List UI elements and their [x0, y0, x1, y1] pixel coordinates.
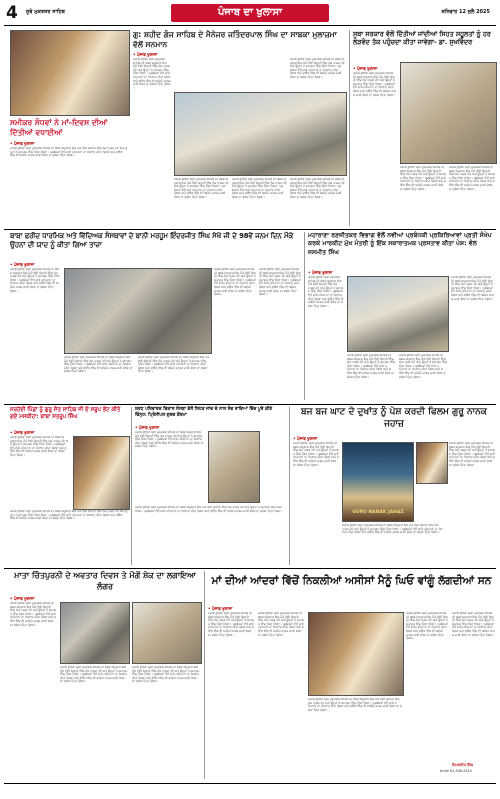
- column-divider: [204, 571, 205, 779]
- footer-rule: [4, 783, 496, 784]
- masthead: [0, 0, 500, 27]
- article-body: ਪੰਜਾਬ ਖੁਲਾਸਾ ਸ੍ਰੀ ਮੁਕਤਸਰ ਸਾਹਿਬ ਦੀ ਖ਼ਬਰ ਅਨੁਸਾਰ ਇਸ ਮੌਕੇ ਵੱਡੀ ਗਿਣਤੀ ਵਿੱਚ ਲੋਕ ਹਾਜ਼ਰ ਹੋਏ ਅਤੇ ਉਨ੍ਹਾਂ ਨੇ ਸਮਾਗਮ ਵਿੱਚ ਹਿੱਸਾ ਲਿਆ। ਪ੍ਰਬੰਧਕਾਂ ਵੱਲੋਂ ਸਾਰੇ ਮਹਿਮਾਨਾਂ ਦਾ ਧੰਨਵਾਦ ਕੀਤਾ ਗਿਆ ਅਤੇ ਭਵਿੱਖ ਵਿੱਚ ਵੀ ਅਜਿਹੇ ਕਾਰਜ ਜਾਰੀ ਰੱਖਣ ਦਾ ਭਰੋਸਾ ਦਿੱਤਾ ਗਿਆ।: [214, 268, 256, 297]
- article-body: ਪੰਜਾਬ ਖੁਲਾਸਾ ਸ੍ਰੀ ਮੁਕਤਸਰ ਸਾਹਿਬ ਦੀ ਖ਼ਬਰ ਅਨੁਸਾਰ ਇਸ ਮੌਕੇ ਵੱਡੀ ਗਿਣਤੀ ਵਿੱਚ ਲੋਕ ਹਾਜ਼ਰ ਹੋਏ ਅਤੇ ਉਨ੍ਹਾਂ ਨੇ ਸਮਾਗਮ ਵਿੱਚ ਹਿੱਸਾ ਲਿਆ। ਪ੍ਰਬੰਧਕਾਂ ਵੱਲੋਂ ਸਾਰੇ ਮਹਿਮਾਨਾਂ ਦਾ ਧੰਨਵਾਦ ਕੀਤਾ ਗਿਆ ਅਤੇ ਭਵਿੱਖ ਵਿੱਚ ਵੀ ਅਜਿਹੇ ਕਾਰਜ ਜਾਰੀ ਰੱਖਣ ਦਾ ਭਰੋਸਾ ਦਿੱਤਾ ਗਿਆ।: [347, 354, 395, 379]
- section-rule: [4, 568, 496, 569]
- article-headline: ਮਾਤਾ ਚਿੰਤਪੁਰਨੀ ਦੇ ਅਵਤਾਰ ਦਿਵਸ ਤੇ ਮੌਗੋਂ ਸ਼ੇਕ ਦਾ ਲਗਾਇਆ ਲੰਗਰ: [14, 571, 196, 591]
- banner-title: ਪੰਜਾਬ ਦਾ ਖੁਲਾਸਾ: [217, 7, 282, 18]
- article-body: ਪੰਜਾਬ ਖੁਲਾਸਾ ਸ੍ਰੀ ਮੁਕਤਸਰ ਸਾਹਿਬ ਦੀ ਖ਼ਬਰ ਅਨੁਸਾਰ ਇਸ ਮੌਕੇ ਵੱਡੀ ਗਿਣਤੀ ਵਿੱਚ ਲੋਕ ਹਾਜ਼ਰ ਹੋਏ ਅਤੇ ਉਨ੍ਹਾਂ ਨੇ ਸਮਾਗਮ ਵਿੱਚ ਹਿੱਸਾ ਲਿਆ। ਪ੍ਰਬੰਧਕਾਂ ਵੱਲੋਂ ਸਾਰੇ ਮਹਿਮਾਨਾਂ ਦਾ ਧੰਨਵਾਦ ਕੀਤਾ ਗਿਆ ਅਤੇ ਭਵਿੱਖ ਵਿੱਚ ਵੀ ਅਜਿਹੇ ਕਾਰਜ ਜਾਰੀ ਰੱਖਣ ਦਾ ਭਰੋਸਾ ਦਿੱਤਾ ਗਿਆ।: [290, 178, 345, 199]
- poster-title: GURU NANAK JAHAZ: [352, 510, 404, 515]
- group-photo: [64, 268, 212, 354]
- portrait-photo: [73, 436, 130, 510]
- article-byline: • ਪੰਜਾਬ ਖੁਲਾਸਾ: [293, 436, 318, 441]
- article-body: ਪੰਜਾਬ ਖੁਲਾਸਾ ਸ੍ਰੀ ਮੁਕਤਸਰ ਸਾਹਿਬ ਦੀ ਖ਼ਬਰ ਅਨੁਸਾਰ ਇਸ ਮੌਕੇ ਵੱਡੀ ਗਿਣਤੀ ਵਿੱਚ ਲੋਕ ਹਾਜ਼ਰ ਹੋਏ ਅਤੇ ਉਨ੍ਹਾਂ ਨੇ ਸਮਾਗਮ ਵਿੱਚ ਹਿੱਸਾ ਲਿਆ। ਪ੍ਰਬੰਧਕਾਂ ਵੱਲੋਂ ਸਾਰੇ ਮਹਿਮਾਨਾਂ ਦਾ ਧੰਨਵਾਦ ਕੀਤਾ ਗਿਆ ਅਤੇ ਭਵਿੱਖ ਵਿੱਚ ਵੀ ਅਜਿਹੇ ਕਾਰਜ ਜਾਰੀ ਰੱਖਣ ਦਾ ਭਰੋਸਾ ਦਿੱਤਾ ਗਿਆ।: [208, 612, 254, 637]
- article-headline: ਸ਼ਰਧ ਪਰਿਵਾਰਕ ਵਿਕਾਸ ਸੰਸਥਾ ਵੱਲੋਂ ਸਿਹਤ ਜਾਂਚ ਦੇ ਨਾਲ ਸੋਵ ਰਾਵਿਆਂ ਵਿੱਚ ਪੂਰੇ ਕੀਤੇ ਚਿੰਨ੍ਹ: ਪ੍ਰਿੰਸੀਪਲ ਗੁਰਚ ਕੌਰਮਾ: [135, 407, 273, 418]
- article-headline: ਗੁ: ਸ਼ਹੀਦ ਗੰਜ ਸਾਹਿਬ ਦੇ ਮੈਨੇਜਰ ਜਤਿੰਦਰਪਾਲ ਸਿੰਘ ਦਾ ਸਾਬਕਾ ਮੁਲਾਜ਼ਮਾ ਵੱਲੋਂ ਸਨਮਾਨ: [133, 30, 337, 49]
- article-body: ਪੰਜਾਬ ਖੁਲਾਸਾ ਸ੍ਰੀ ਮੁਕਤਸਰ ਸਾਹਿਬ ਦੀ ਖ਼ਬਰ ਅਨੁਸਾਰ ਇਸ ਮੌਕੇ ਵੱਡੀ ਗਿਣਤੀ ਵਿੱਚ ਲੋਕ ਹਾਜ਼ਰ ਹੋਏ ਅਤੇ ਉਨ੍ਹਾਂ ਨੇ ਸਮਾਗਮ ਵਿੱਚ ਹਿੱਸਾ ਲਿਆ। ਪ੍ਰਬੰਧਕਾਂ ਵੱਲੋਂ ਸਾਰੇ ਮਹਿਮਾਨਾਂ ਦਾ ਧੰਨਵਾਦ ਕੀਤਾ ਗਿਆ ਅਤੇ ਭਵਿੱਖ ਵਿੱਚ ਵੀ ਅਜਿਹੇ ਕਾਰਜ ਜਾਰੀ ਰੱਖਣ ਦਾ ਭਰੋਸਾ ਦਿੱਤਾ ਗਿਆ।: [10, 147, 128, 158]
- article-body: ਪੰਜਾਬ ਖੁਲਾਸਾ ਸ੍ਰੀ ਮੁਕਤਸਰ ਸਾਹਿਬ ਦੀ ਖ਼ਬਰ ਅਨੁਸਾਰ ਇਸ ਮੌਕੇ ਵੱਡੀ ਗਿਣਤੀ ਵਿੱਚ ਲੋਕ ਹਾਜ਼ਰ ਹੋਏ ਅਤੇ ਉਨ੍ਹਾਂ ਨੇ ਸਮਾਗਮ ਵਿੱਚ ਹਿੱਸਾ ਲਿਆ। ਪ੍ਰਬੰਧਕਾਂ ਵੱਲੋਂ ਸਾਰੇ ਮਹਿਮਾਨਾਂ ਦਾ ਧੰਨਵਾਦ ਕੀਤਾ ਗਿਆ ਅਤੇ ਭਵਿੱਖ ਵਿੱਚ ਵੀ ਅਜਿਹੇ ਕਾਰਜ ਜਾਰੀ ਰੱਖਣ ਦਾ ਭਰੋਸਾ ਦਿੱਤਾ ਗਿਆ।: [135, 506, 283, 513]
- portrait-photo: [416, 442, 448, 484]
- column-divider: [131, 407, 132, 565]
- column-divider: [349, 30, 350, 226]
- article-body: ਪੰਜਾਬ ਖੁਲਾਸਾ ਸ੍ਰੀ ਮੁਕਤਸਰ ਸਾਹਿਬ ਦੀ ਖ਼ਬਰ ਅਨੁਸਾਰ ਇਸ ਮੌਕੇ ਵੱਡੀ ਗਿਣਤੀ ਵਿੱਚ ਲੋਕ ਹਾਜ਼ਰ ਹੋਏ ਅਤੇ ਉਨ੍ਹਾਂ ਨੇ ਸਮਾਗਮ ਵਿੱਚ ਹਿੱਸਾ ਲਿਆ। ਪ੍ਰਬੰਧਕਾਂ ਵੱਲੋਂ ਸਾਰੇ ਮਹਿਮਾਨਾਂ ਦਾ ਧੰਨਵਾਦ ਕੀਤਾ ਗਿਆ ਅਤੇ ਭਵਿੱਖ ਵਿੱਚ ਵੀ ਅਜਿਹੇ ਕਾਰਜ ਜਾਰੀ ਰੱਖਣ ਦਾ ਭਰੋਸਾ ਦਿੱਤਾ ਗਿਆ।: [10, 602, 56, 627]
- article-byline: • ਪੰਜਾਬ ਖੁਲਾਸਾ: [10, 596, 35, 601]
- article-body: ਪੰਜਾਬ ਖੁਲਾਸਾ ਸ੍ਰੀ ਮੁਕਤਸਰ ਸਾਹਿਬ ਦੀ ਖ਼ਬਰ ਅਨੁਸਾਰ ਇਸ ਮੌਕੇ ਵੱਡੀ ਗਿਣਤੀ ਵਿੱਚ ਲੋਕ ਹਾਜ਼ਰ ਹੋਏ ਅਤੇ ਉਨ੍ਹਾਂ ਨੇ ਸਮਾਗਮ ਵਿੱਚ ਹਿੱਸਾ ਲਿਆ। ਪ੍ਰਬੰਧਕਾਂ ਵੱਲੋਂ ਸਾਰੇ ਮਹਿਮਾਨਾਂ ਦਾ ਧੰਨਵਾਦ ਕੀਤਾ ਗਿਆ ਅਤੇ ਭਵਿੱਖ ਵਿੱਚ ਵੀ ਅਜਿਹੇ ਕਾਰਜ ਜਾਰੀ ਰੱਖਣ ਦਾ ਭਰੋਸਾ ਦਿੱਤਾ ਗਿਆ।: [10, 510, 128, 521]
- article-headline: ਸਰਹੱਦੀ ਪਿੰਡਾਂ ਨੂੰ ਗੁਰੂ ਸੰਤ ਸਾਹਿਬ ਜੀ ਦੇ ਸਰੂਪ ਭੇਂਟ ਕੀਤੇ ਗਏ ਮਸਕੀਹਾ: ਬਾਬਾ ਸਤਰੂਪ ਸਿੰਘ: [10, 407, 121, 420]
- issue-date: ਸ਼ਨਿਵਾਰ 12 ਜੁਲੈ 2025: [441, 9, 490, 15]
- article-byline: • ਪੰਜਾਬ ਖੁਲਾਸਾ: [353, 66, 378, 71]
- column-divider: [304, 232, 305, 400]
- portrait-photo: [10, 30, 130, 116]
- article-headline: ਬਜ ਬਜ ਘਾਟ ਦੇ ਦੁਖਾਂਤ ਨੂੰ ਪੇਸ਼ ਕਰਦੀ ਫਿਲਮ ਗੁਰੂ ਨਾਨਕ ਜਹਾਜ਼: [301, 407, 487, 429]
- page-number: 4: [6, 3, 18, 23]
- article-body: ਪੰਜਾਬ ਖੁਲਾਸਾ ਸ੍ਰੀ ਮੁਕਤਸਰ ਸਾਹਿਬ ਦੀ ਖ਼ਬਰ ਅਨੁਸਾਰ ਇਸ ਮੌਕੇ ਵੱਡੀ ਗਿਣਤੀ ਵਿੱਚ ਲੋਕ ਹਾਜ਼ਰ ਹੋਏ ਅਤੇ ਉਨ੍ਹਾਂ ਨੇ ਸਮਾਗਮ ਵਿੱਚ ਹਿੱਸਾ ਲਿਆ। ਪ੍ਰਬੰਧਕਾਂ ਵੱਲੋਂ ਸਾਰੇ ਮਹਿਮਾਨਾਂ ਦਾ ਧੰਨਵਾਦ ਕੀਤਾ ਗਿਆ ਅਤੇ ਭਵਿੱਖ ਵਿੱਚ ਵੀ ਅਜਿਹੇ ਕਾਰਜ ਜਾਰੀ ਰੱਖਣ ਦਾ ਭਰੋਸਾ ਦਿੱਤਾ ਗਿਆ।: [452, 612, 495, 637]
- article-byline: • ਪੰਜਾਬ ਖੁਲਾਸਾ: [208, 606, 233, 611]
- feature-photo: [308, 612, 404, 696]
- article-body: ਪੰਜਾਬ ਖੁਲਾਸਾ ਸ੍ਰੀ ਮੁਕਤਸਰ ਸਾਹਿਬ ਦੀ ਖ਼ਬਰ ਅਨੁਸਾਰ ਇਸ ਮੌਕੇ ਵੱਡੀ ਗਿਣਤੀ ਵਿੱਚ ਲੋਕ ਹਾਜ਼ਰ ਹੋਏ ਅਤੇ ਉਨ੍ਹਾਂ ਨੇ ਸਮਾਗਮ ਵਿੱਚ ਹਿੱਸਾ ਲਿਆ। ਪ੍ਰਬੰਧਕਾਂ ਵੱਲੋਂ ਸਾਰੇ ਮਹਿਮਾਨਾਂ ਦਾ ਧੰਨਵਾਦ ਕੀਤਾ ਗਿਆ ਅਤੇ ਭਵਿੱਖ ਵਿੱਚ ਵੀ ਅਜਿਹੇ ਕਾਰਜ ਜਾਰੀ ਰੱਖਣ ਦਾ ਭਰੋਸਾ ਦਿੱਤਾ ਗਿਆ।: [138, 356, 210, 374]
- article-body: ਪੰਜਾਬ ਖੁਲਾਸਾ ਸ੍ਰੀ ਮੁਕਤਸਰ ਸਾਹਿਬ ਦੀ ਖ਼ਬਰ ਅਨੁਸਾਰ ਇਸ ਮੌਕੇ ਵੱਡੀ ਗਿਣਤੀ ਵਿੱਚ ਲੋਕ ਹਾਜ਼ਰ ਹੋਏ ਅਤੇ ਉਨ੍ਹਾਂ ਨੇ ਸਮਾਗਮ ਵਿੱਚ ਹਿੱਸਾ ਲਿਆ। ਪ੍ਰਬੰਧਕਾਂ ਵੱਲੋਂ ਸਾਰੇ ਮਹਿਮਾਨਾਂ ਦਾ ਧੰਨਵਾਦ ਕੀਤਾ ਗਿਆ ਅਤੇ ਭਵਿੱਖ ਵਿੱਚ ਵੀ ਅਜਿਹੇ ਕਾਰਜ ਜਾਰੀ ਰੱਖਣ ਦਾ ਭਰੋਸਾ ਦਿੱਤਾ ਗਿਆ।: [342, 524, 443, 535]
- section-rule: [4, 229, 496, 230]
- article-byline: • ਪੰਜਾਬ ਖੁਲਾਸਾ: [133, 52, 158, 57]
- event-photo: [174, 92, 347, 176]
- article-body: ਪੰਜਾਬ ਖੁਲਾਸਾ ਸ੍ਰੀ ਮੁਕਤਸਰ ਸਾਹਿਬ ਦੀ ਖ਼ਬਰ ਅਨੁਸਾਰ ਇਸ ਮੌਕੇ ਵੱਡੀ ਗਿਣਤੀ ਵਿੱਚ ਲੋਕ ਹਾਜ਼ਰ ਹੋਏ ਅਤੇ ਉਨ੍ਹਾਂ ਨੇ ਸਮਾਗਮ ਵਿੱਚ ਹਿੱਸਾ ਲਿਆ। ਪ੍ਰਬੰਧਕਾਂ ਵੱਲੋਂ ਸਾਰੇ ਮਹਿਮਾਨਾਂ ਦਾ ਧੰਨਵਾਦ ਕੀਤਾ ਗਿਆ ਅਤੇ ਭਵਿੱਖ ਵਿੱਚ ਵੀ ਅਜਿਹੇ ਕਾਰਜ ਜਾਰੀ ਰੱਖਣ ਦਾ ਭਰੋਸਾ ਦਿੱਤਾ ਗਿਆ।: [293, 442, 339, 467]
- article-body: ਪੰਜਾਬ ਖੁਲਾਸਾ ਸ੍ਰੀ ਮੁਕਤਸਰ ਸਾਹਿਬ ਦੀ ਖ਼ਬਰ ਅਨੁਸਾਰ ਇਸ ਮੌਕੇ ਵੱਡੀ ਗਿਣਤੀ ਵਿੱਚ ਲੋਕ ਹਾਜ਼ਰ ਹੋਏ ਅਤੇ ਉਨ੍ਹਾਂ ਨੇ ਸਮਾਗਮ ਵਿੱਚ ਹਿੱਸਾ ਲਿਆ। ਪ੍ਰਬੰਧਕਾਂ ਵੱਲੋਂ ਸਾਰੇ ਮਹਿਮਾਨਾਂ ਦਾ ਧੰਨਵਾਦ ਕੀਤਾ ਗਿਆ ਅਤੇ ਭਵਿੱਖ ਵਿੱਚ ਵੀ ਅਜਿਹੇ ਕਾਰਜ ਜਾਰੀ ਰੱਖਣ ਦਾ ਭਰੋਸਾ ਦਿੱਤਾ ਗਿਆ।: [406, 612, 448, 641]
- article-body: ਪੰਜਾਬ ਖੁਲਾਸਾ ਸ੍ਰੀ ਮੁਕਤਸਰ ਸਾਹਿਬ ਦੀ ਖ਼ਬਰ ਅਨੁਸਾਰ ਇਸ ਮੌਕੇ ਵੱਡੀ ਗਿਣਤੀ ਵਿੱਚ ਲੋਕ ਹਾਜ਼ਰ ਹੋਏ ਅਤੇ ਉਨ੍ਹਾਂ ਨੇ ਸਮਾਗਮ ਵਿੱਚ ਹਿੱਸਾ ਲਿਆ। ਪ੍ਰਬੰਧਕਾਂ ਵੱਲੋਂ ਸਾਰੇ ਮਹਿਮਾਨਾਂ ਦਾ ਧੰਨਵਾਦ ਕੀਤਾ ਗਿਆ ਅਤੇ ਭਵਿੱਖ ਵਿੱਚ ਵੀ ਅਜਿਹੇ ਕਾਰਜ ਜਾਰੀ ਰੱਖਣ ਦਾ ਭਰੋਸਾ ਦਿੱਤਾ ਗਿਆ।: [258, 612, 304, 637]
- article-body: ਪੰਜਾਬ ਖੁਲਾਸਾ ਸ੍ਰੀ ਮੁਕਤਸਰ ਸਾਹਿਬ ਦੀ ਖ਼ਬਰ ਅਨੁਸਾਰ ਇਸ ਮੌਕੇ ਵੱਡੀ ਗਿਣਤੀ ਵਿੱਚ ਲੋਕ ਹਾਜ਼ਰ ਹੋਏ ਅਤੇ ਉਨ੍ਹਾਂ ਨੇ ਸਮਾਗਮ ਵਿੱਚ ਹਿੱਸਾ ਲਿਆ। ਪ੍ਰਬੰਧਕਾਂ ਵੱਲੋਂ ਸਾਰੇ ਮਹਿਮਾਨਾਂ ਦਾ ਧੰਨਵਾਦ ਕੀਤਾ ਗਿਆ ਅਤੇ ਭਵਿੱਖ ਵਿੱਚ ਵੀ ਅਜਿਹੇ ਕਾਰਜ ਜਾਰੀ ਰੱਖਣ ਦਾ ਭਰੋਸਾ ਦਿੱਤਾ ਗਿਆ।: [174, 178, 229, 199]
- article-body: ਪੰਜਾਬ ਖੁਲਾਸਾ ਸ੍ਰੀ ਮੁਕਤਸਰ ਸਾਹਿਬ ਦੀ ਖ਼ਬਰ ਅਨੁਸਾਰ ਇਸ ਮੌਕੇ ਵੱਡੀ ਗਿਣਤੀ ਵਿੱਚ ਲੋਕ ਹਾਜ਼ਰ ਹੋਏ ਅਤੇ ਉਨ੍ਹਾਂ ਨੇ ਸਮਾਗਮ ਵਿੱਚ ਹਿੱਸਾ ਲਿਆ। ਪ੍ਰਬੰਧਕਾਂ ਵੱਲੋਂ ਸਾਰੇ ਮਹਿਮਾਨਾਂ ਦਾ ਧੰਨਵਾਦ ਕੀਤਾ ਗਿਆ ਅਤੇ ਭਵਿੱਖ ਵਿੱਚ ਵੀ ਅਜਿਹੇ ਕਾਰਜ ਜਾਰੀ ਰੱਖਣ ਦਾ ਭਰੋਸਾ ਦਿੱਤਾ ਗਿਆ।: [135, 431, 204, 449]
- event-photo: [400, 62, 497, 164]
- section-name: ਸੂਬੇ ਮੁਕਤਸਰ ਸਾਹਿਬ: [26, 9, 65, 15]
- article-byline: • ਪੰਜਾਬ ਖੁਲਾਸਾ: [135, 425, 160, 430]
- article-byline: • ਪੰਜਾਬ ਖੁਲਾਸਾ: [10, 430, 35, 435]
- article-body: ਪੰਜਾਬ ਖੁਲਾਸਾ ਸ੍ਰੀ ਮੁਕਤਸਰ ਸਾਹਿਬ ਦੀ ਖ਼ਬਰ ਅਨੁਸਾਰ ਇਸ ਮੌਕੇ ਵੱਡੀ ਗਿਣਤੀ ਵਿੱਚ ਲੋਕ ਹਾਜ਼ਰ ਹੋਏ ਅਤੇ ਉਨ੍ਹਾਂ ਨੇ ਸਮਾਗਮ ਵਿੱਚ ਹਿੱਸਾ ਲਿਆ। ਪ੍ਰਬੰਧਕਾਂ ਵੱਲੋਂ ਸਾਰੇ ਮਹਿਮਾਨਾਂ ਦਾ ਧੰਨਵਾਦ ਕੀਤਾ ਗਿਆ ਅਤੇ ਭਵਿੱਖ ਵਿੱਚ ਵੀ ਅਜਿਹੇ ਕਾਰਜ ਜਾਰੀ ਰੱਖਣ ਦਾ ਭਰੋਸਾ ਦਿੱਤਾ ਗਿਆ।: [60, 666, 128, 684]
- article-headline: ਮਹਾਰਾਣਾ ਰਣਜੀਤਕਰ ਵਿਭਾਗ ਵੱਲੋਂ ਨਵੀਆਂ ਪ੍ਰਬੰਧਕੀ ਪ੍ਰਕਿਰਿਆਵਾਂ ਪ੍ਰਤੀ ਸੰਖੇਪ ਕਰਕੇ ਮਾਰਕੀਟ ਮੁੱਖ ਮੰਤਰੀ ਨੂੰ ਇੱਕ ਸਕਾਰਾਤਮਕ ਪ੍ਰਸਤਾਵ ਕੀਤਾ ਪੇਸ਼: ਵੰਲ ਜਸਮੀਤ ਸਿੰਘ: [308, 232, 492, 256]
- section-rule: [4, 404, 496, 405]
- article-body: ਪੰਜਾਬ ਖੁਲਾਸਾ ਸ੍ਰੀ ਮੁਕਤਸਰ ਸਾਹਿਬ ਦੀ ਖ਼ਬਰ ਅਨੁਸਾਰ ਇਸ ਮੌਕੇ ਵੱਡੀ ਗਿਣਤੀ ਵਿੱਚ ਲੋਕ ਹਾਜ਼ਰ ਹੋਏ ਅਤੇ ਉਨ੍ਹਾਂ ਨੇ ਸਮਾਗਮ ਵਿੱਚ ਹਿੱਸਾ ਲਿਆ। ਪ੍ਰਬੰਧਕਾਂ ਵੱਲੋਂ ਸਾਰੇ ਮਹਿਮਾਨਾਂ ਦਾ ਧੰਨਵਾਦ ਕੀਤਾ ਗਿਆ ਅਤੇ ਭਵਿੱਖ ਵਿੱਚ ਵੀ ਅਜਿਹੇ ਕਾਰਜ ਜਾਰੀ ਰੱਖਣ ਦਾ ਭਰੋਸਾ ਦਿੱਤਾ ਗਿਆ।: [64, 356, 133, 374]
- article-body: ਪੰਜਾਬ ਖੁਲਾਸਾ ਸ੍ਰੀ ਮੁਕਤਸਰ ਸਾਹਿਬ ਦੀ ਖ਼ਬਰ ਅਨੁਸਾਰ ਇਸ ਮੌਕੇ ਵੱਡੀ ਗਿਣਤੀ ਵਿੱਚ ਲੋਕ ਹਾਜ਼ਰ ਹੋਏ ਅਤੇ ਉਨ੍ਹਾਂ ਨੇ ਸਮਾਗਮ ਵਿੱਚ ਹਿੱਸਾ ਲਿਆ। ਪ੍ਰਬੰਧਕਾਂ ਵੱਲੋਂ ਸਾਰੇ ਮਹਿਮਾਨਾਂ ਦਾ ਧੰਨਵਾਦ ਕੀਤਾ ਗਿਆ ਅਤੇ ਭਵਿੱਖ ਵਿੱਚ ਵੀ ਅਜਿਹੇ ਕਾਰਜ ਜਾਰੀ ਰੱਖਣ ਦਾ ਭਰੋਸਾ ਦਿੱਤਾ ਗਿਆ।: [449, 442, 495, 467]
- langar-photo: [132, 602, 202, 664]
- article-body: ਪੰਜਾਬ ਖੁਲਾਸਾ ਸ੍ਰੀ ਮੁਕਤਸਰ ਸਾਹਿਬ ਦੀ ਖ਼ਬਰ ਅਨੁਸਾਰ ਇਸ ਮੌਕੇ ਵੱਡੀ ਗਿਣਤੀ ਵਿੱਚ ਲੋਕ ਹਾਜ਼ਰ ਹੋਏ ਅਤੇ ਉਨ੍ਹਾਂ ਨੇ ਸਮਾਗਮ ਵਿੱਚ ਹਿੱਸਾ ਲਿਆ। ਪ੍ਰਬੰਧਕਾਂ ਵੱਲੋਂ ਸਾਰੇ ਮਹਿਮਾਨਾਂ ਦਾ ਧੰਨਵਾਦ ਕੀਤਾ ਗਿਆ ਅਤੇ ਭਵਿੱਖ ਵਿੱਚ ਵੀ ਅਜਿਹੇ ਕਾਰਜ ਜਾਰੀ ਰੱਖਣ ਦਾ ਭਰੋਸਾ ਦਿੱਤਾ ਗਿਆ।: [449, 166, 495, 191]
- article-headline: ਸਮੀਕਰ ਸੰਧਵਾਂ ਨੇ ਮਾਂ-ਦਿਵਸ ਦੀਆਂ ਦਿੱਤੀਆਂ ਵਧਾਈਆਂ: [10, 118, 108, 137]
- masthead-rule: [4, 25, 496, 26]
- article-headline: ਮਾਂ ਦੀਆਂ ਆਂਦਰਾਂ ਵਿੱਚੋਂ ਨਿਕਲੀਆਂ ਅਸੀਸਾਂ ਮੈਨੂੰ ਘਿਓ ਵਾਂਗੂੰ ਲੱਗਦੀਆਂ ਸਨ: [211, 575, 492, 587]
- film-poster: [342, 442, 414, 522]
- masthead-banner: [171, 4, 329, 22]
- article-body: ਪੰਜਾਬ ਖੁਲਾਸਾ ਸ੍ਰੀ ਮੁਕਤਸਰ ਸਾਹਿਬ ਦੀ ਖ਼ਬਰ ਅਨੁਸਾਰ ਇਸ ਮੌਕੇ ਵੱਡੀ ਗਿਣਤੀ ਵਿੱਚ ਲੋਕ ਹਾਜ਼ਰ ਹੋਏ ਅਤੇ ਉਨ੍ਹਾਂ ਨੇ ਸਮਾਗਮ ਵਿੱਚ ਹਿੱਸਾ ਲਿਆ। ਪ੍ਰਬੰਧਕਾਂ ਵੱਲੋਂ ਸਾਰੇ ਮਹਿਮਾਨਾਂ ਦਾ ਧੰਨਵਾਦ ਕੀਤਾ ਗਿਆ ਅਤੇ ਭਵਿੱਖ ਵਿੱਚ ਵੀ ਅਜਿਹੇ ਕਾਰਜ ਜਾਰੀ ਰੱਖਣ ਦਾ ਭਰੋਸਾ ਦਿੱਤਾ ਗਿਆ।: [133, 58, 171, 90]
- article-headline: ਸੁਬਾ ਸਰਕਾਰ ਵੱਲੋਂ ਦਿੱਤੀਆਂ ਜਾਂਦੀਆਂ ਸਿਹਤ ਸਹੂਲਤਾਂ ਨੂੰ ਹਰ ਲੋੜਵੰਦ ਤੱਕ ਪਹੁੰਚਦਾ ਕੀਤਾ ਜਾਵੇਗਾ- ਡਾ. ਸੁਖਵਿੰਦਰ: [353, 30, 491, 47]
- article-body: ਪੰਜਾਬ ਖੁਲਾਸਾ ਸ੍ਰੀ ਮੁਕਤਸਰ ਸਾਹਿਬ ਦੀ ਖ਼ਬਰ ਅਨੁਸਾਰ ਇਸ ਮੌਕੇ ਵੱਡੀ ਗਿਣਤੀ ਵਿੱਚ ਲੋਕ ਹਾਜ਼ਰ ਹੋਏ ਅਤੇ ਉਨ੍ਹਾਂ ਨੇ ਸਮਾਗਮ ਵਿੱਚ ਹਿੱਸਾ ਲਿਆ। ਪ੍ਰਬੰਧਕਾਂ ਵੱਲੋਂ ਸਾਰੇ ਮਹਿਮਾਨਾਂ ਦਾ ਧੰਨਵਾਦ ਕੀਤਾ ਗਿਆ ਅਤੇ ਭਵਿੱਖ ਵਿੱਚ ਵੀ ਅਜਿਹੇ ਕਾਰਜ ਜਾਰੀ ਰੱਖਣ ਦਾ ਭਰੋਸਾ ਦਿੱਤਾ ਗਿਆ।: [132, 666, 200, 684]
- article-byline: • ਪੰਜਾਬ ਖੁਲਾਸਾ: [10, 262, 35, 267]
- author-phone: ਸੰਪਰਕ 81-546-4324: [440, 769, 472, 773]
- article-body: ਪੰਜਾਬ ਖੁਲਾਸਾ ਸ੍ਰੀ ਮੁਕਤਸਰ ਸਾਹਿਬ ਦੀ ਖ਼ਬਰ ਅਨੁਸਾਰ ਇਸ ਮੌਕੇ ਵੱਡੀ ਗਿਣਤੀ ਵਿੱਚ ਲੋਕ ਹਾਜ਼ਰ ਹੋਏ ਅਤੇ ਉਨ੍ਹਾਂ ਨੇ ਸਮਾਗਮ ਵਿੱਚ ਹਿੱਸਾ ਲਿਆ। ਪ੍ਰਬੰਧਕਾਂ ਵੱਲੋਂ ਸਾਰੇ ਮਹਿਮਾਨਾਂ ਦਾ ਧੰਨਵਾਦ ਕੀਤਾ ਗਿਆ ਅਤੇ ਭਵਿੱਖ ਵਿੱਚ ਵੀ ਅਜਿਹੇ ਕਾਰਜ ਜਾਰੀ ਰੱਖਣ ਦਾ ਭਰੋਸਾ ਦਿੱਤਾ ਗਿਆ।: [399, 354, 447, 379]
- langar-photo: [60, 602, 130, 664]
- article-body: ਪੰਜਾਬ ਖੁਲਾਸਾ ਸ੍ਰੀ ਮੁਕਤਸਰ ਸਾਹਿਬ ਦੀ ਖ਼ਬਰ ਅਨੁਸਾਰ ਇਸ ਮੌਕੇ ਵੱਡੀ ਗਿਣਤੀ ਵਿੱਚ ਲੋਕ ਹਾਜ਼ਰ ਹੋਏ ਅਤੇ ਉਨ੍ਹਾਂ ਨੇ ਸਮਾਗਮ ਵਿੱਚ ਹਿੱਸਾ ਲਿਆ। ਪ੍ਰਬੰਧਕਾਂ ਵੱਲੋਂ ਸਾਰੇ ਮਹਿਮਾਨਾਂ ਦਾ ਧੰਨਵਾਦ ਕੀਤਾ ਗਿਆ ਅਤੇ ਭਵਿੱਖ ਵਿੱਚ ਵੀ ਅਜਿਹੇ ਕਾਰਜ ਜਾਰੀ ਰੱਖਣ ਦਾ ਭਰੋਸਾ ਦਿੱਤਾ ਗਿਆ।: [10, 268, 60, 293]
- article-body: ਪੰਜਾਬ ਖੁਲਾਸਾ ਸ੍ਰੀ ਮੁਕਤਸਰ ਸਾਹਿਬ ਦੀ ਖ਼ਬਰ ਅਨੁਸਾਰ ਇਸ ਮੌਕੇ ਵੱਡੀ ਗਿਣਤੀ ਵਿੱਚ ਲੋਕ ਹਾਜ਼ਰ ਹੋਏ ਅਤੇ ਉਨ੍ਹਾਂ ਨੇ ਸਮਾਗਮ ਵਿੱਚ ਹਿੱਸਾ ਲਿਆ। ਪ੍ਰਬੰਧਕਾਂ ਵੱਲੋਂ ਸਾਰੇ ਮਹਿਮਾਨਾਂ ਦਾ ਧੰਨਵਾਦ ਕੀਤਾ ਗਿਆ ਅਤੇ ਭਵਿੱਖ ਵਿੱਚ ਵੀ ਅਜਿਹੇ ਕਾਰਜ ਜਾਰੀ ਰੱਖਣ ਦਾ ਭਰੋਸਾ ਦਿੱਤਾ ਗਿਆ।: [451, 276, 494, 301]
- article-body: ਪੰਜਾਬ ਖੁਲਾਸਾ ਸ੍ਰੀ ਮੁਕਤਸਰ ਸਾਹਿਬ ਦੀ ਖ਼ਬਰ ਅਨੁਸਾਰ ਇਸ ਮੌਕੇ ਵੱਡੀ ਗਿਣਤੀ ਵਿੱਚ ਲੋਕ ਹਾਜ਼ਰ ਹੋਏ ਅਤੇ ਉਨ੍ਹਾਂ ਨੇ ਸਮਾਗਮ ਵਿੱਚ ਹਿੱਸਾ ਲਿਆ। ਪ੍ਰਬੰਧਕਾਂ ਵੱਲੋਂ ਸਾਰੇ ਮਹਿਮਾਨਾਂ ਦਾ ਧੰਨਵਾਦ ਕੀਤਾ ਗਿਆ ਅਤੇ ਭਵਿੱਖ ਵਿੱਚ ਵੀ ਅਜਿਹੇ ਕਾਰਜ ਜਾਰੀ ਰੱਖਣ ਦਾ ਭਰੋਸਾ ਦਿੱਤਾ ਗਿਆ।: [10, 436, 69, 457]
- article-body: ਪੰਜਾਬ ਖੁਲਾਸਾ ਸ੍ਰੀ ਮੁਕਤਸਰ ਸਾਹਿਬ ਦੀ ਖ਼ਬਰ ਅਨੁਸਾਰ ਇਸ ਮੌਕੇ ਵੱਡੀ ਗਿਣਤੀ ਵਿੱਚ ਲੋਕ ਹਾਜ਼ਰ ਹੋਏ ਅਤੇ ਉਨ੍ਹਾਂ ਨੇ ਸਮਾਗਮ ਵਿੱਚ ਹਿੱਸਾ ਲਿਆ। ਪ੍ਰਬੰਧਕਾਂ ਵੱਲੋਂ ਸਾਰੇ ਮਹਿਮਾਨਾਂ ਦਾ ਧੰਨਵਾਦ ਕੀਤਾ ਗਿਆ ਅਤੇ ਭਵਿੱਖ ਵਿੱਚ ਵੀ ਅਜਿਹੇ ਕਾਰਜ ਜਾਰੀ ਰੱਖਣ ਦਾ ਭਰੋਸਾ ਦਿੱਤਾ ਗਿਆ।: [232, 178, 287, 199]
- article-body: ਪੰਜਾਬ ਖੁਲਾਸਾ ਸ੍ਰੀ ਮੁਕਤਸਰ ਸਾਹਿਬ ਦੀ ਖ਼ਬਰ ਅਨੁਸਾਰ ਇਸ ਮੌਕੇ ਵੱਡੀ ਗਿਣਤੀ ਵਿੱਚ ਲੋਕ ਹਾਜ਼ਰ ਹੋਏ ਅਤੇ ਉਨ੍ਹਾਂ ਨੇ ਸਮਾਗਮ ਵਿੱਚ ਹਿੱਸਾ ਲਿਆ। ਪ੍ਰਬੰਧਕਾਂ ਵੱਲੋਂ ਸਾਰੇ ਮਹਿਮਾਨਾਂ ਦਾ ਧੰਨਵਾਦ ਕੀਤਾ ਗਿਆ ਅਤੇ ਭਵਿੱਖ ਵਿੱਚ ਵੀ ਅਜਿਹੇ ਕਾਰਜ ਜਾਰੀ ਰੱਖਣ ਦਾ ਭਰੋਸਾ ਦਿੱਤਾ ਗਿਆ।: [290, 58, 345, 79]
- article-body: ਪੰਜਾਬ ਖੁਲਾਸਾ ਸ੍ਰੀ ਮੁਕਤਸਰ ਸਾਹਿਬ ਦੀ ਖ਼ਬਰ ਅਨੁਸਾਰ ਇਸ ਮੌਕੇ ਵੱਡੀ ਗਿਣਤੀ ਵਿੱਚ ਲੋਕ ਹਾਜ਼ਰ ਹੋਏ ਅਤੇ ਉਨ੍ਹਾਂ ਨੇ ਸਮਾਗਮ ਵਿੱਚ ਹਿੱਸਾ ਲਿਆ। ਪ੍ਰਬੰਧਕਾਂ ਵੱਲੋਂ ਸਾਰੇ ਮਹਿਮਾਨਾਂ ਦਾ ਧੰਨਵਾਦ ਕੀਤਾ ਗਿਆ ਅਤੇ ਭਵਿੱਖ ਵਿੱਚ ਵੀ ਅਜਿਹੇ ਕਾਰਜ ਜਾਰੀ ਰੱਖਣ ਦਾ ਭਰੋਸਾ ਦਿੱਤਾ ਗਿਆ।: [308, 698, 402, 712]
- column-divider: [289, 407, 290, 565]
- article-body: ਪੰਜਾਬ ਖੁਲਾਸਾ ਸ੍ਰੀ ਮੁਕਤਸਰ ਸਾਹਿਬ ਦੀ ਖ਼ਬਰ ਅਨੁਸਾਰ ਇਸ ਮੌਕੇ ਵੱਡੀ ਗਿਣਤੀ ਵਿੱਚ ਲੋਕ ਹਾਜ਼ਰ ਹੋਏ ਅਤੇ ਉਨ੍ਹਾਂ ਨੇ ਸਮਾਗਮ ਵਿੱਚ ਹਿੱਸਾ ਲਿਆ। ਪ੍ਰਬੰਧਕਾਂ ਵੱਲੋਂ ਸਾਰੇ ਮਹਿਮਾਨਾਂ ਦਾ ਧੰਨਵਾਦ ਕੀਤਾ ਗਿਆ ਅਤੇ ਭਵਿੱਖ ਵਿੱਚ ਵੀ ਅਜਿਹੇ ਕਾਰਜ ਜਾਰੀ ਰੱਖਣ ਦਾ ਭਰੋਸਾ ਦਿੱਤਾ ਗਿਆ।: [259, 268, 301, 297]
- article-headline: ਬਾਬਾ ਫਰੀਦ ਧਾਰਮਿਕ ਅਤੇ ਵਿੱਦਿਅਕ ਸੰਸਥਾਵਾਂ ਦੇ ਬਾਨੀ ਮਰਹੂਮ ਇੰਦਰਜੀਤ ਸਿੰਘ ਸੇਖੋਂ ਜੀ ਦੇ 98ਵੇਂ ਜਨਮ ਦਿਨ ਮੌਕੇ ਉਹਨਾਂ ਦੀ ਯਾਦ ਨੂੰ ਕੀਤਾ ਗਿਆ ਤਾਜ਼ਾ: [10, 232, 294, 249]
- meeting-photo: [347, 276, 449, 352]
- article-byline: • ਪੰਜਾਬ ਖੁਲਾਸਾ: [308, 270, 333, 275]
- article-byline: • ਪੰਜਾਬ ਖੁਲਾਸਾ: [10, 141, 35, 146]
- article-body: ਪੰਜਾਬ ਖੁਲਾਸਾ ਸ੍ਰੀ ਮੁਕਤਸਰ ਸਾਹਿਬ ਦੀ ਖ਼ਬਰ ਅਨੁਸਾਰ ਇਸ ਮੌਕੇ ਵੱਡੀ ਗਿਣਤੀ ਵਿੱਚ ਲੋਕ ਹਾਜ਼ਰ ਹੋਏ ਅਤੇ ਉਨ੍ਹਾਂ ਨੇ ਸਮਾਗਮ ਵਿੱਚ ਹਿੱਸਾ ਲਿਆ। ਪ੍ਰਬੰਧਕਾਂ ਵੱਲੋਂ ਸਾਰੇ ਮਹਿਮਾਨਾਂ ਦਾ ਧੰਨਵਾਦ ਕੀਤਾ ਗਿਆ ਅਤੇ ਭਵਿੱਖ ਵਿੱਚ ਵੀ ਅਜਿਹੇ ਕਾਰਜ ਜਾਰੀ ਰੱਖਣ ਦਾ ਭਰੋਸਾ ਦਿੱਤਾ ਗਿਆ।: [400, 166, 446, 191]
- article-body: ਪੰਜਾਬ ਖੁਲਾਸਾ ਸ੍ਰੀ ਮੁਕਤਸਰ ਸਾਹਿਬ ਦੀ ਖ਼ਬਰ ਅਨੁਸਾਰ ਇਸ ਮੌਕੇ ਵੱਡੀ ਗਿਣਤੀ ਵਿੱਚ ਲੋਕ ਹਾਜ਼ਰ ਹੋਏ ਅਤੇ ਉਨ੍ਹਾਂ ਨੇ ਸਮਾਗਮ ਵਿੱਚ ਹਿੱਸਾ ਲਿਆ। ਪ੍ਰਬੰਧਕਾਂ ਵੱਲੋਂ ਸਾਰੇ ਮਹਿਮਾਨਾਂ ਦਾ ਧੰਨਵਾਦ ਕੀਤਾ ਗਿਆ ਅਤੇ ਭਵਿੱਖ ਵਿੱਚ ਵੀ ਅਜਿਹੇ ਕਾਰਜ ਜਾਰੀ ਰੱਖਣ ਦਾ ਭਰੋਸਾ ਦਿੱਤਾ ਗਿਆ।: [308, 276, 344, 308]
- article-body: ਪੰਜਾਬ ਖੁਲਾਸਾ ਸ੍ਰੀ ਮੁਕਤਸਰ ਸਾਹਿਬ ਦੀ ਖ਼ਬਰ ਅਨੁਸਾਰ ਇਸ ਮੌਕੇ ਵੱਡੀ ਗਿਣਤੀ ਵਿੱਚ ਲੋਕ ਹਾਜ਼ਰ ਹੋਏ ਅਤੇ ਉਨ੍ਹਾਂ ਨੇ ਸਮਾਗਮ ਵਿੱਚ ਹਿੱਸਾ ਲਿਆ। ਪ੍ਰਬੰਧਕਾਂ ਵੱਲੋਂ ਸਾਰੇ ਮਹਿਮਾਨਾਂ ਦਾ ਧੰਨਵਾਦ ਕੀਤਾ ਗਿਆ ਅਤੇ ਭਵਿੱਖ ਵਿੱਚ ਵੀ ਅਜਿਹੇ ਕਾਰਜ ਜਾਰੀ ਰੱਖਣ ਦਾ ਭਰੋਸਾ ਦਿੱਤਾ ਗਿਆ।: [353, 72, 396, 97]
- portrait-photo: [208, 431, 260, 503]
- author-signature: ਸਿਮਰਜੀਤ ਸਿੰਘ: [452, 763, 474, 767]
